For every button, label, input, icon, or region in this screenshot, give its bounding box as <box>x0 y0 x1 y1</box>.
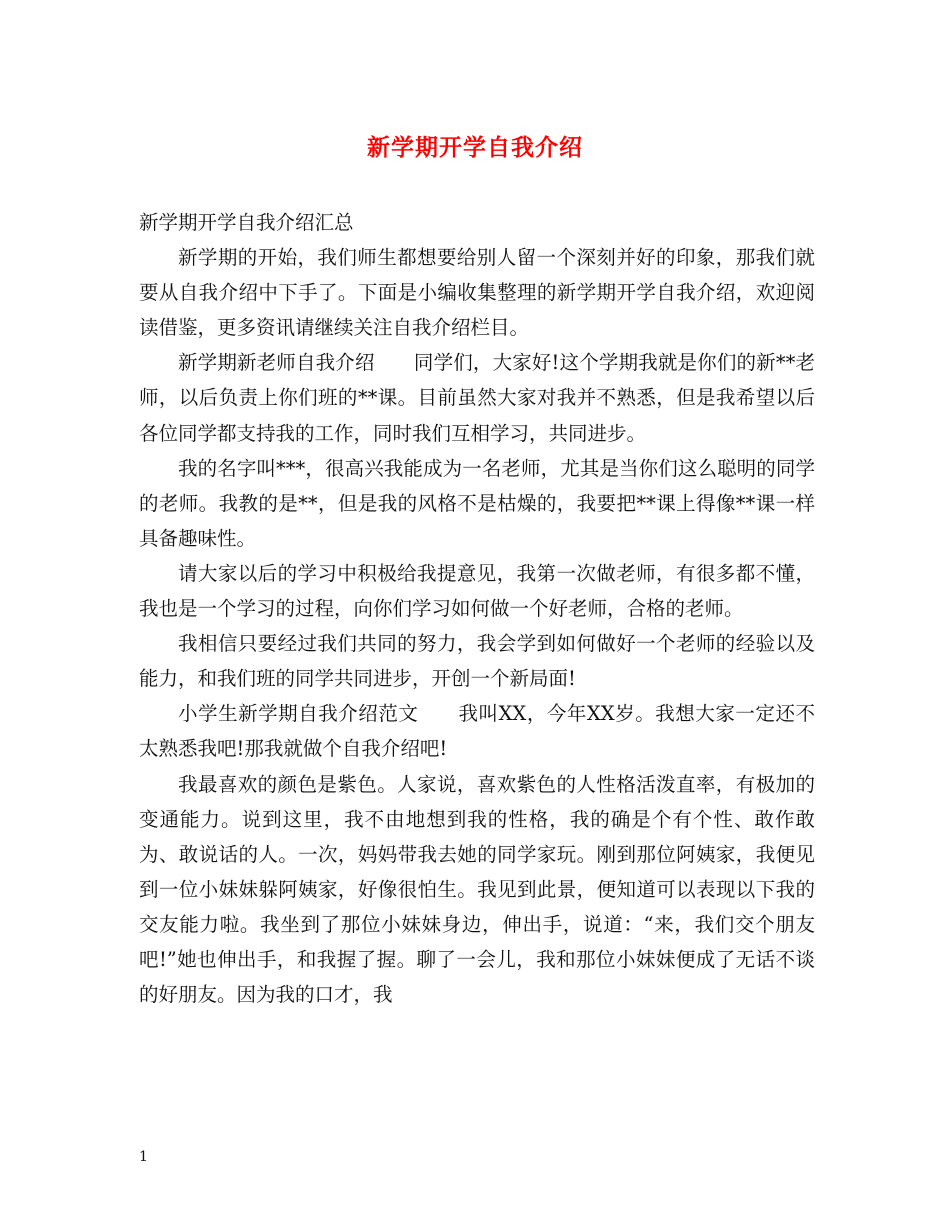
paragraph: 新学期的开始，我们师生都想要给别人留一个深刻并好的印象，那我们就要从自我介绍中下手了。下面是小编收集整理的新学期开学自我介绍，欢迎阅读借鉴，更多资讯请继续关注自我介绍栏目。 <box>139 246 815 340</box>
paragraph: 我最喜欢的颜色是紫色。人家说，喜欢紫色的人性格活泼直率，有极加的变通能力。说到这里，我不由地想到我的性格，我的确是个有个性、敢作敢为、敢说话的人。一次，妈妈带我去她的同学家玩。刚到那位阿姨家，我便见到一位小妹妹躲阿姨家，好像很怕生。我见到此景，便知道可以表现以下我的交友能力啦。我坐到了那位小妹妹身边，伸出手，说道：“来，我们交个朋友吧!”她也伸出手，和我握了握。聊了一会儿，我和那位小妹妹便成了无话不谈的好朋友。因为我的口才，我 <box>139 772 815 1007</box>
paragraph: 我相信只要经过我们共同的努力，我会学到如何做好一个老师的经验以及能力，和我们班的同学共同进步，开创一个新局面! <box>139 632 815 691</box>
paragraph: 我的名字叫***，很高兴我能成为一名老师，尤其是当你们这么聪明的同学的老师。我教的是**，但是我的风格不是枯燥的，我要把**课上得像**课一样具备趣味性。 <box>139 456 815 550</box>
paragraph-subtitle: 新学期开学自我介绍汇总 <box>139 211 354 234</box>
document-title: 新学期开学自我介绍 <box>367 134 583 161</box>
page-number: 1 <box>139 1149 148 1165</box>
paragraph: 请大家以后的学习中积极给我提意见，我第一次做老师，有很多都不懂，我也是一个学习的过程，向你们学习如何做一个好老师，合格的老师。 <box>139 561 815 621</box>
document-body <box>139 205 815 1012</box>
paragraph: 新学期新老师自我介绍 同学们，大家好!这个学期我就是你们的新**老师，以后负责上你们班的**课。目前虽然大家对我并不熟悉，但是我希望以后各位同学都支持我的工作，同时我们互相学习，共同进步。 <box>139 351 815 445</box>
paragraph: 小学生新学期自我介绍范文 我叫XX，今年XX岁。我想大家一定还不太熟悉我吧!那我就做个自我介绍吧! <box>139 702 815 761</box>
